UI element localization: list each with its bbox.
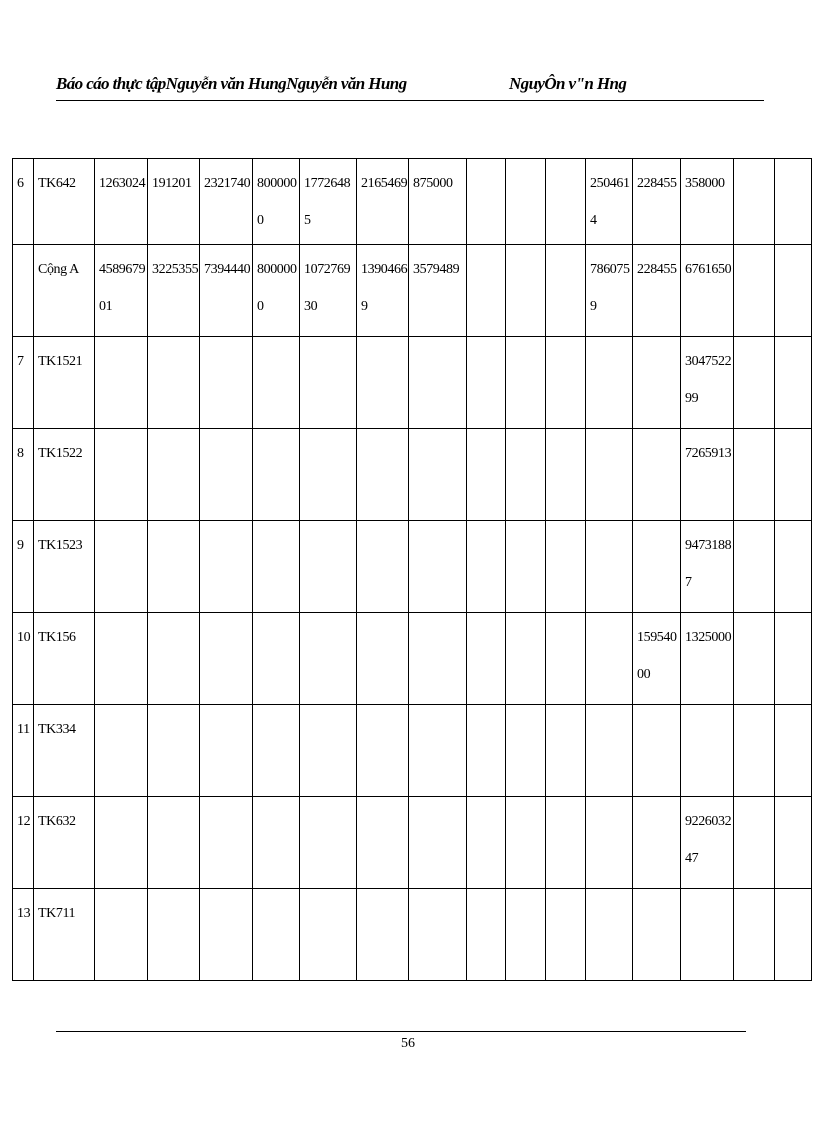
- table-cell: 1325000: [681, 613, 734, 705]
- table-cell: TK632: [34, 797, 95, 889]
- table-cell: TK1523: [34, 521, 95, 613]
- table-row: [13, 705, 812, 797]
- table-cell: [95, 613, 148, 705]
- table-cell: 6: [13, 159, 34, 245]
- table-cell: [148, 705, 200, 797]
- table-cell: [409, 613, 467, 705]
- table-cell: 7265913: [681, 429, 734, 521]
- table-cell: [734, 429, 775, 521]
- table-cell: [148, 429, 200, 521]
- table-cell: 2321740: [200, 159, 253, 245]
- table-cell: 6761650: [681, 245, 734, 337]
- table-cell: [734, 245, 775, 337]
- table-row: [13, 889, 812, 981]
- header-author: NguyÔn v"n Hng: [509, 74, 627, 93]
- table-cell: 875000: [409, 159, 467, 245]
- table-cell: [681, 705, 734, 797]
- table-cell: TK156: [34, 613, 95, 705]
- table-cell: 922603247: [681, 797, 734, 889]
- table-cell: [506, 705, 546, 797]
- table-cell: [148, 337, 200, 429]
- table-cell: [506, 337, 546, 429]
- table-cell: 13: [13, 889, 34, 981]
- table-cell: [409, 429, 467, 521]
- table-cell: [633, 705, 681, 797]
- table-cell: [300, 797, 357, 889]
- table-cell: [357, 429, 409, 521]
- table-cell: [586, 889, 633, 981]
- table-cell: 94731887: [681, 521, 734, 613]
- table-row: [13, 521, 812, 613]
- table-cell: [775, 889, 812, 981]
- table-cell: [506, 889, 546, 981]
- table-cell: [633, 429, 681, 521]
- table-cell: 304752299: [681, 337, 734, 429]
- table-cell: [546, 159, 586, 245]
- table-cell: 2504614: [586, 159, 633, 245]
- table-cell: [300, 521, 357, 613]
- table-cell: [775, 245, 812, 337]
- table-cell: [546, 889, 586, 981]
- table-cell: 13904669: [357, 245, 409, 337]
- table-cell: [95, 797, 148, 889]
- table-cell: 8: [13, 429, 34, 521]
- table-cell: [586, 429, 633, 521]
- table-cell: [546, 613, 586, 705]
- table-cell: [775, 159, 812, 245]
- table-cell: [681, 889, 734, 981]
- table-cell: 228455: [633, 245, 681, 337]
- table-cell: [300, 337, 357, 429]
- table-cell: 8000000: [253, 245, 300, 337]
- table-row: [13, 245, 812, 337]
- table-cell: [775, 613, 812, 705]
- table-cell: 17726485: [300, 159, 357, 245]
- header-title: Báo cáo thực tậpNguyễn văn HungNguyễn văn Hung: [56, 74, 407, 93]
- table-cell: [546, 797, 586, 889]
- table-cell: [734, 705, 775, 797]
- table-row: [13, 613, 812, 705]
- table-cell: [546, 705, 586, 797]
- table-cell: 8000000: [253, 159, 300, 245]
- table-cell: TK334: [34, 705, 95, 797]
- table-cell: [586, 337, 633, 429]
- table-cell: [253, 889, 300, 981]
- table-cell: [546, 429, 586, 521]
- table-cell: [586, 705, 633, 797]
- table-cell: 3579489: [409, 245, 467, 337]
- table-cell: [467, 245, 506, 337]
- table-cell: [734, 159, 775, 245]
- table-cell: 2165469: [357, 159, 409, 245]
- table-cell: [586, 521, 633, 613]
- table-cell: Cộng A: [34, 245, 95, 337]
- table-cell: [586, 613, 633, 705]
- table-cell: 12: [13, 797, 34, 889]
- page-header: [56, 70, 764, 101]
- table-cell: 10: [13, 613, 34, 705]
- table-cell: [148, 521, 200, 613]
- table-cell: [253, 797, 300, 889]
- table-cell: [734, 337, 775, 429]
- table-cell: [357, 337, 409, 429]
- table-cell: [775, 429, 812, 521]
- table-cell: [506, 245, 546, 337]
- table-row: [13, 337, 812, 429]
- table-cell: [409, 521, 467, 613]
- table-cell: [467, 429, 506, 521]
- table-cell: [95, 337, 148, 429]
- table-cell: [546, 521, 586, 613]
- table-cell: [506, 797, 546, 889]
- table-cell: [300, 613, 357, 705]
- page-number: 56: [401, 1036, 415, 1051]
- table-cell: [546, 337, 586, 429]
- table-cell: [734, 797, 775, 889]
- table-cell: [200, 521, 253, 613]
- ledger-table: [12, 158, 812, 981]
- table-cell: [546, 245, 586, 337]
- table-cell: TK1521: [34, 337, 95, 429]
- table-cell: [95, 705, 148, 797]
- table-cell: [409, 337, 467, 429]
- table-cell: TK642: [34, 159, 95, 245]
- table-cell: [633, 889, 681, 981]
- table-cell: [253, 429, 300, 521]
- table-cell: [148, 613, 200, 705]
- table-cell: [586, 797, 633, 889]
- table-cell: 107276930: [300, 245, 357, 337]
- table-cell: [506, 521, 546, 613]
- table-cell: 458967901: [95, 245, 148, 337]
- table-cell: [467, 159, 506, 245]
- table-cell: [357, 705, 409, 797]
- table-cell: [467, 797, 506, 889]
- table-row: [13, 159, 812, 245]
- table-cell: [357, 797, 409, 889]
- table-cell: [467, 705, 506, 797]
- table-cell: [253, 337, 300, 429]
- table-cell: [357, 613, 409, 705]
- table-cell: [253, 613, 300, 705]
- table-cell: 191201: [148, 159, 200, 245]
- table-cell: [148, 797, 200, 889]
- table-cell: [775, 521, 812, 613]
- table-cell: [200, 889, 253, 981]
- table-cell: [357, 521, 409, 613]
- table-cell: [467, 337, 506, 429]
- table-cell: [734, 521, 775, 613]
- table-cell: [148, 889, 200, 981]
- table-cell: 228455: [633, 159, 681, 245]
- table-cell: [200, 613, 253, 705]
- table-cell: TK711: [34, 889, 95, 981]
- ledger-body: [13, 159, 812, 981]
- table-cell: [200, 337, 253, 429]
- table-cell: [253, 705, 300, 797]
- table-cell: [734, 889, 775, 981]
- table-cell: [300, 889, 357, 981]
- table-cell: [506, 613, 546, 705]
- table-cell: 9: [13, 521, 34, 613]
- table-cell: [467, 613, 506, 705]
- table-cell: [95, 521, 148, 613]
- table-cell: [775, 797, 812, 889]
- table-cell: [200, 705, 253, 797]
- table-cell: 3225355: [148, 245, 200, 337]
- table-cell: [95, 889, 148, 981]
- table-cell: [13, 245, 34, 337]
- table-cell: [506, 429, 546, 521]
- table-cell: 11: [13, 705, 34, 797]
- table-cell: [409, 797, 467, 889]
- table-cell: [775, 337, 812, 429]
- table-cell: [357, 889, 409, 981]
- table-cell: [200, 797, 253, 889]
- table-cell: 1263024: [95, 159, 148, 245]
- table-cell: [734, 613, 775, 705]
- table-cell: 358000: [681, 159, 734, 245]
- table-cell: [200, 429, 253, 521]
- table-row: [13, 797, 812, 889]
- table-cell: [633, 337, 681, 429]
- table-cell: [633, 797, 681, 889]
- table-cell: [467, 889, 506, 981]
- table-cell: TK1522: [34, 429, 95, 521]
- table-cell: [409, 889, 467, 981]
- footer-rule: [56, 1031, 746, 1032]
- table-cell: [300, 705, 357, 797]
- table-cell: 15954000: [633, 613, 681, 705]
- table-cell: 7: [13, 337, 34, 429]
- table-cell: [633, 521, 681, 613]
- table-row: [13, 429, 812, 521]
- table-cell: [409, 705, 467, 797]
- table-cell: 7394440: [200, 245, 253, 337]
- table-cell: [300, 429, 357, 521]
- table-cell: [253, 521, 300, 613]
- table-cell: [467, 521, 506, 613]
- table-cell: [506, 159, 546, 245]
- table-cell: [775, 705, 812, 797]
- table-cell: 7860759: [586, 245, 633, 337]
- table-cell: [95, 429, 148, 521]
